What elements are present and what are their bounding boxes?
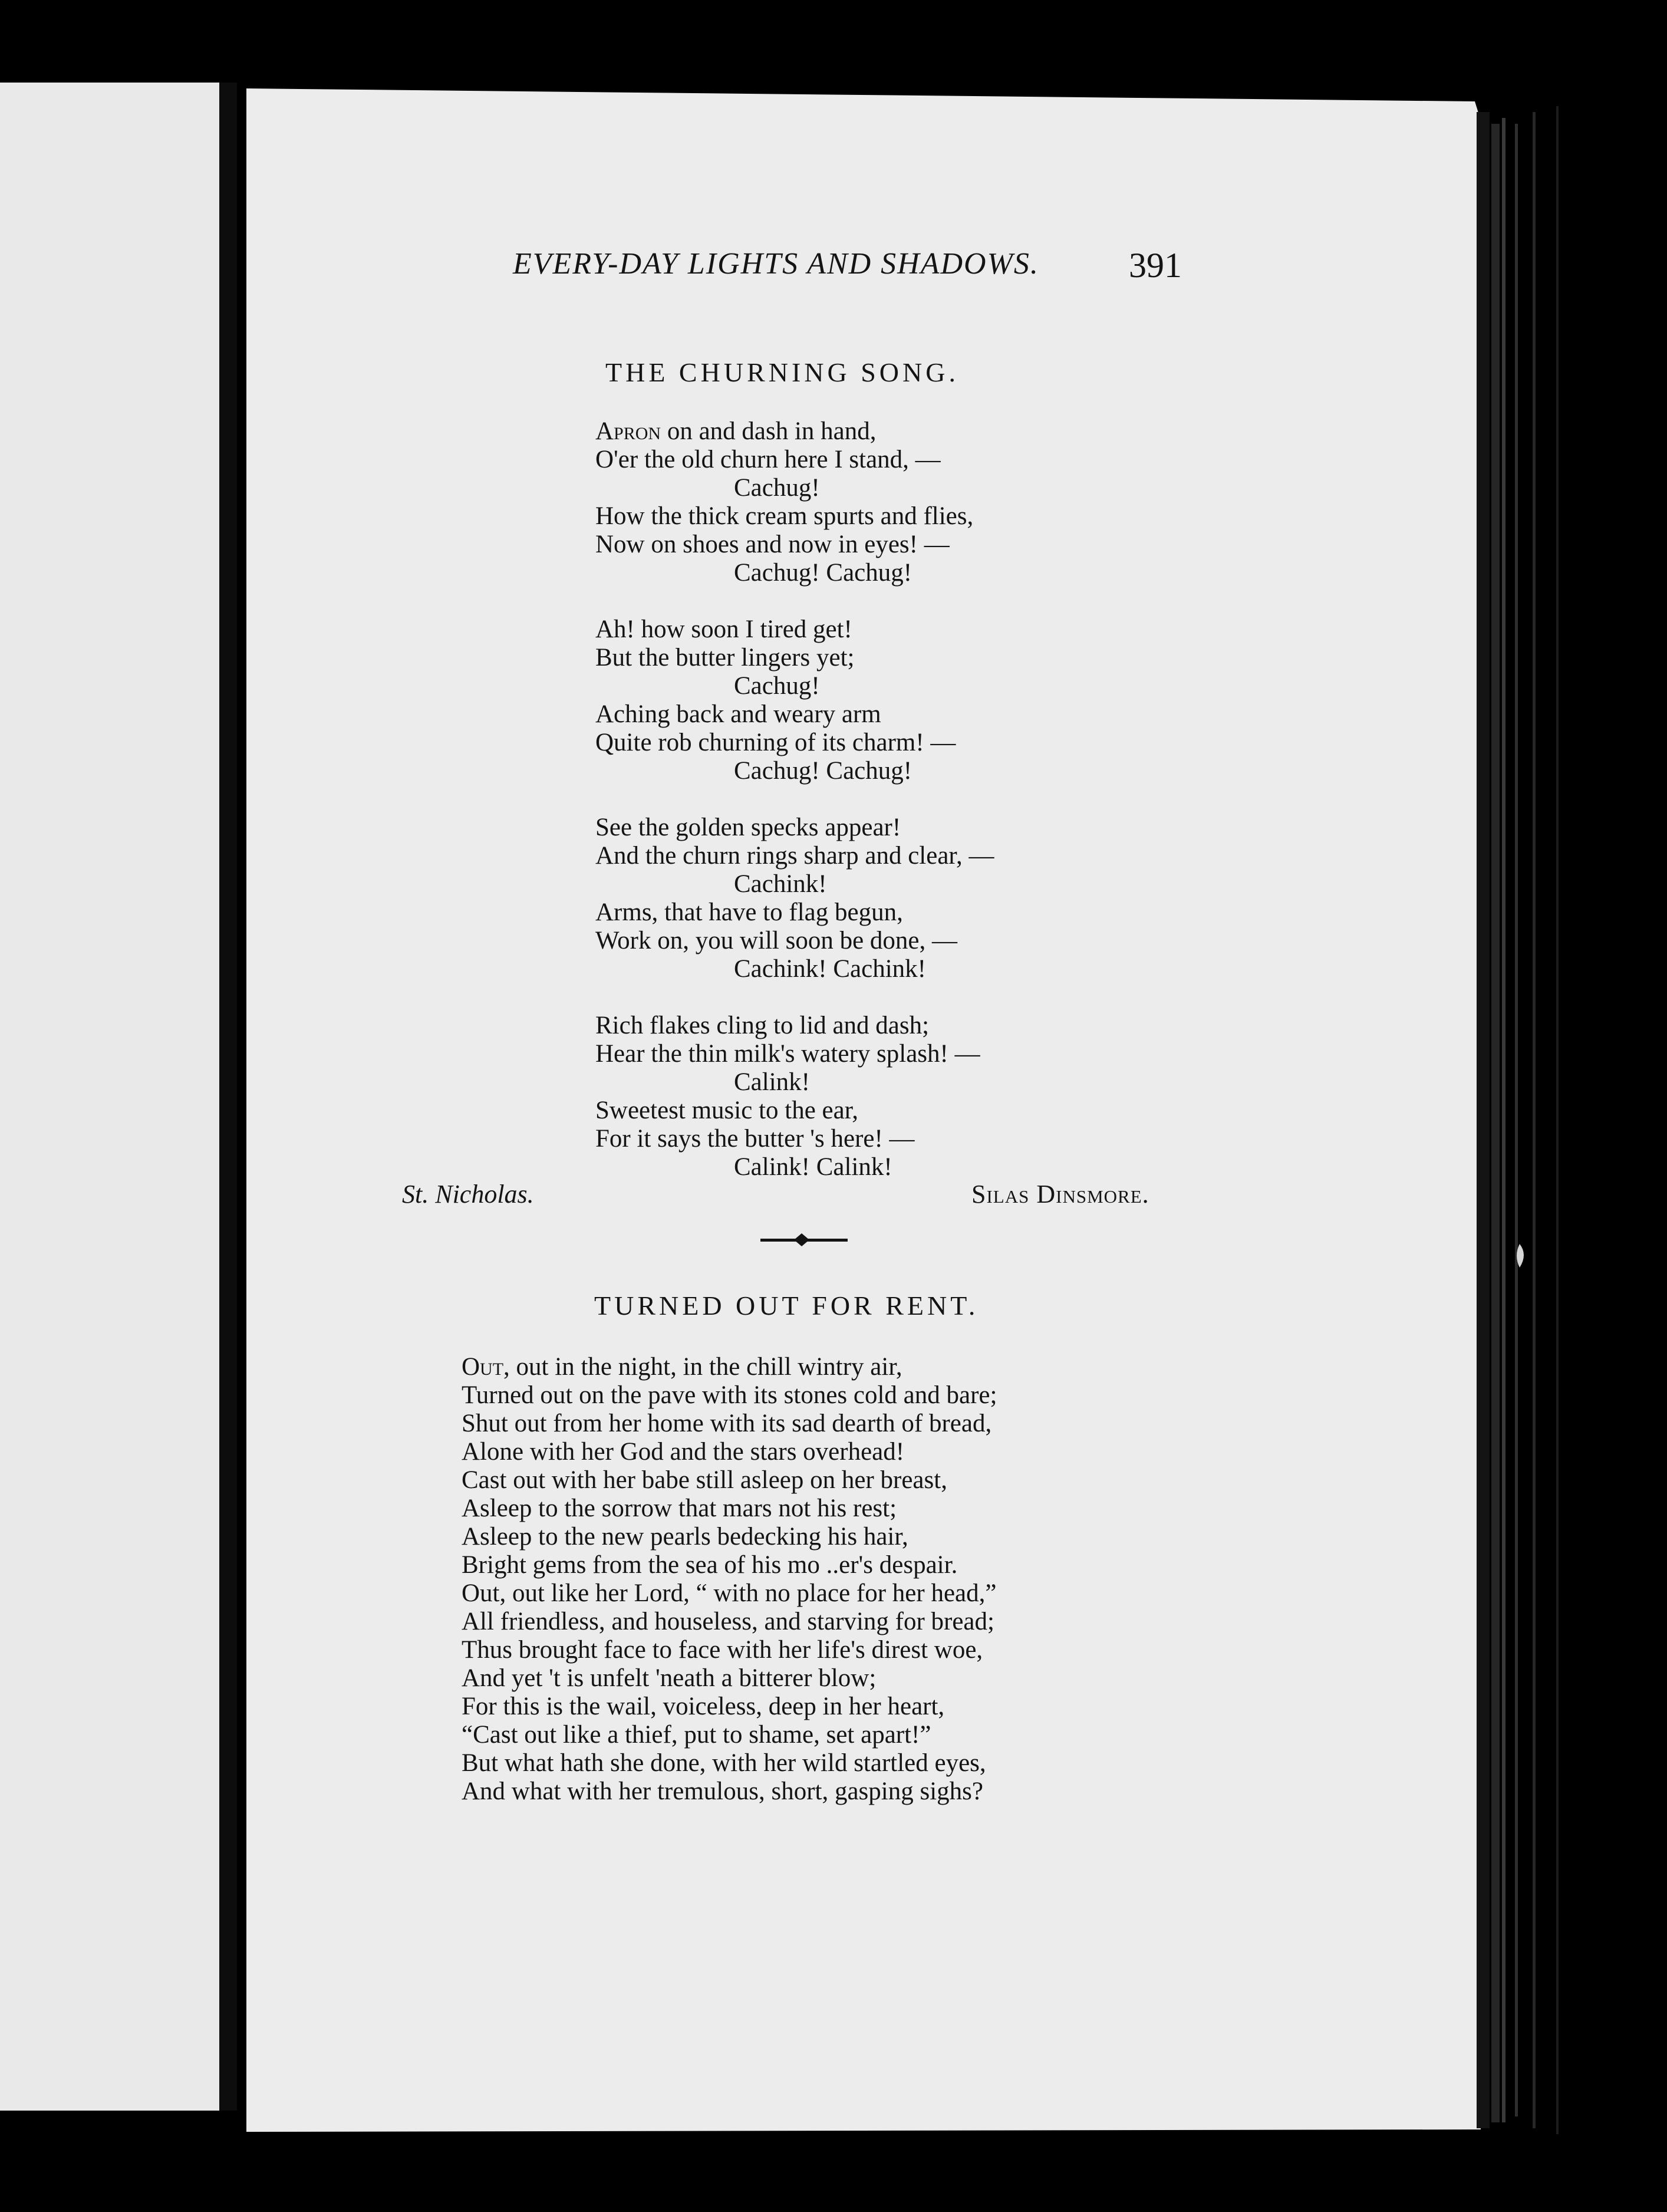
poem-line: For this is the wail, voiceless, deep in her heart, <box>462 1693 945 1720</box>
poem-line: Out, out like her Lord, “ with no place for her head,” <box>462 1579 997 1607</box>
poem-line: Hear the thin milk's watery splash! — <box>595 1040 980 1068</box>
poem-line: And yet 't is unfelt 'neath a bitterer blow; <box>462 1664 877 1692</box>
poem-line: Quite rob churning of its charm! — <box>595 729 956 756</box>
line-text: , out in the night, in the chill wintry air, <box>503 1353 902 1381</box>
poem-line: Alone with her God and the stars overhead! <box>462 1438 905 1466</box>
poem-source: St. Nicholas. <box>402 1180 534 1209</box>
poem-line <box>595 417 994 446</box>
poem-line: For it says the butter 's here! — <box>595 1125 915 1153</box>
poem-title-turned-out: TURNED OUT FOR RENT. <box>594 1291 979 1321</box>
poem-line: Calink! <box>734 1068 810 1096</box>
poem-line: Now on shoes and now in eyes! — <box>595 531 950 558</box>
poem-line: Ah! how soon I tired get! <box>595 615 852 643</box>
drop-word: Apron <box>595 417 661 445</box>
poem-line: Cachink! <box>734 870 827 898</box>
poem-line: And what with her tremulous, short, gasping sighs? <box>462 1778 983 1805</box>
poem-line: Thus brought face to face with her life's direst woe, <box>462 1636 983 1664</box>
poem-line: Asleep to the sorrow that mars not his rest; <box>462 1495 897 1522</box>
poem-line: Aching back and weary arm <box>595 700 881 728</box>
poem-line: “Cast out like a thief, put to shame, set apart!” <box>462 1721 931 1749</box>
poem-line: And the churn rings sharp and clear, — <box>595 842 994 870</box>
poem-line: But the butter lingers yet; <box>595 644 855 672</box>
poem-line: Sweetest music to the ear, <box>595 1097 859 1124</box>
running-header: EVERY-DAY LIGHTS AND SHADOWS. <box>513 247 1039 281</box>
poem-line: Shut out from her home with its sad dearth of bread, <box>462 1410 992 1437</box>
poem-line: How the thick cream spurts and flies, <box>595 502 974 530</box>
poem-line: Work on, you will soon be done, — <box>595 927 958 954</box>
poem-line: But what hath she done, with her wild startled eyes, <box>462 1749 986 1777</box>
poem-line: Cachug! Cachug! <box>734 559 912 587</box>
poem-line: Cachink! Cachink! <box>734 955 926 983</box>
poem-line: Calink! Calink! <box>734 1153 892 1181</box>
poem-line: Turned out on the pave with its stones cold and bare; <box>462 1381 997 1409</box>
page-number: 391 <box>1129 246 1182 285</box>
poem-title-churning-song: THE CHURNING SONG. <box>605 357 959 387</box>
poem-line: Asleep to the new pearls bedecking his hair, <box>462 1523 908 1551</box>
poem-author: Silas Dinsmore. <box>971 1180 1149 1209</box>
poem-body-turned-out <box>462 1353 997 1806</box>
poem-line: Cast out with her babe still asleep on her breast, <box>462 1466 947 1494</box>
poem-line: All friendless, and houseless, and starving for bread; <box>462 1608 994 1635</box>
poem-line: Cachug! <box>734 474 820 502</box>
drop-word: Out <box>462 1353 504 1381</box>
poem-line: Cachug! Cachug! <box>734 757 912 785</box>
poem-line: Bright gems from the sea of his mo ..er's despair. <box>462 1551 958 1579</box>
poem-line: O'er the old churn here I stand, — <box>595 446 941 473</box>
poem-body-churning-song <box>595 417 994 1181</box>
poem-line <box>462 1353 997 1381</box>
line-text: on and dash in hand, <box>661 417 877 445</box>
poem-line: Rich flakes cling to lid and dash; <box>595 1012 930 1039</box>
poem-line: See the golden specks appear! <box>595 814 901 841</box>
poem-line: Arms, that have to flag begun, <box>595 898 903 926</box>
poem-line: Cachug! <box>734 672 820 700</box>
